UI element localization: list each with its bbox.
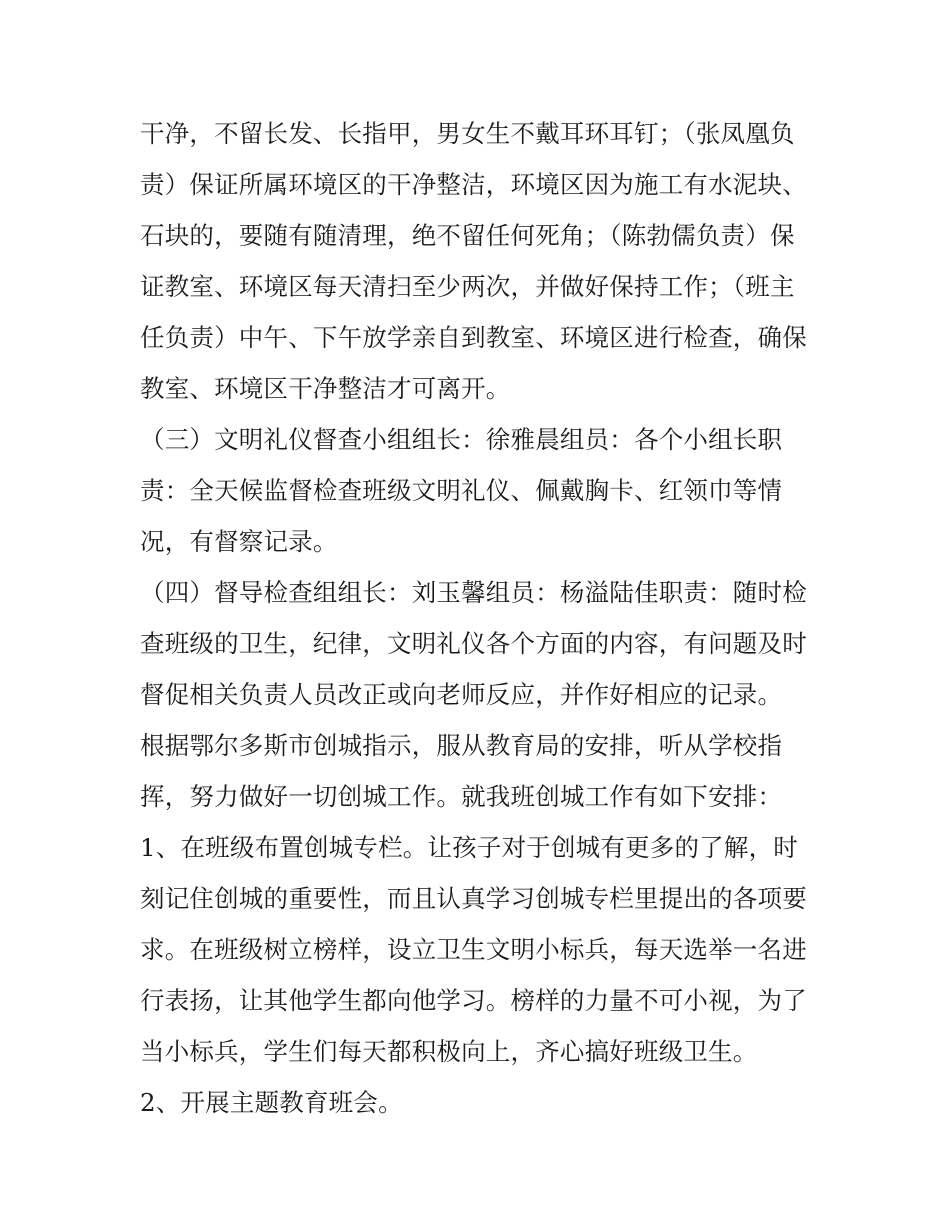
text-line: 2、开展主题教育班会。 [140,1088,403,1117]
text-line: 况，有督察记录。 [140,527,338,556]
text-line: （四）督导检查组组长：刘玉馨组员：杨溢陆佳职责：随时检 [140,578,807,607]
text-line: 行表扬，让其他学生都向他学习。榜样的力量不可小视，为了 [140,986,807,1015]
text-line: 督促相关负责人员改正或向老师反应，并作好相应的记录。 [140,680,783,709]
text-line: 教室、环境区干净整洁才可离开。 [140,374,511,403]
text-line: 任负责）中午、下午放学亲自到教室、环境区进行检查，确保 [140,323,807,352]
text-line: 证教室、环境区每天清扫至少两次，并做好保持工作；（班主 [140,272,795,301]
text-line: 查班级的卫生，纪律，文明礼仪各个方面的内容，有问题及时 [140,629,807,658]
text-line: 当小标兵，学生们每天都积极向上，齐心搞好班级卫生。 [140,1037,758,1066]
text-line: 求。在班级树立榜样，设立卫生文明小标兵，每天选举一名进 [140,935,807,964]
text-line: 挥，努力做好一切创城工作。就我班创城工作有如下安排： [140,782,783,811]
text-line: 责）保证所属环境区的干净整洁，环境区因为施工有水泥块、 [140,170,807,199]
text-line: 1、在班级布置创城专栏。让孩子对于创城有更多的了解，时 [140,833,798,862]
text-line: 根据鄂尔多斯市创城指示，服从教育局的安排，听从学校指 [140,731,783,760]
text-line: （三）文明礼仪督查小组组长：徐雅晨组员：各个小组长职 [140,425,783,454]
text-line: 责：全天候监督检查班级文明礼仪、佩戴胸卡、红领巾等情 [140,476,783,505]
text-line: 石块的，要随有随清理，绝不留任何死角；（陈勃儒负责）保 [140,221,795,250]
text-line: 干净，不留长发、长指甲，男女生不戴耳环耳钉；（张凤凰负 [140,119,795,148]
text-line: 刻记住创城的重要性，而且认真学习创城专栏里提出的各项要 [140,884,807,913]
body-text [140,108,820,1128]
